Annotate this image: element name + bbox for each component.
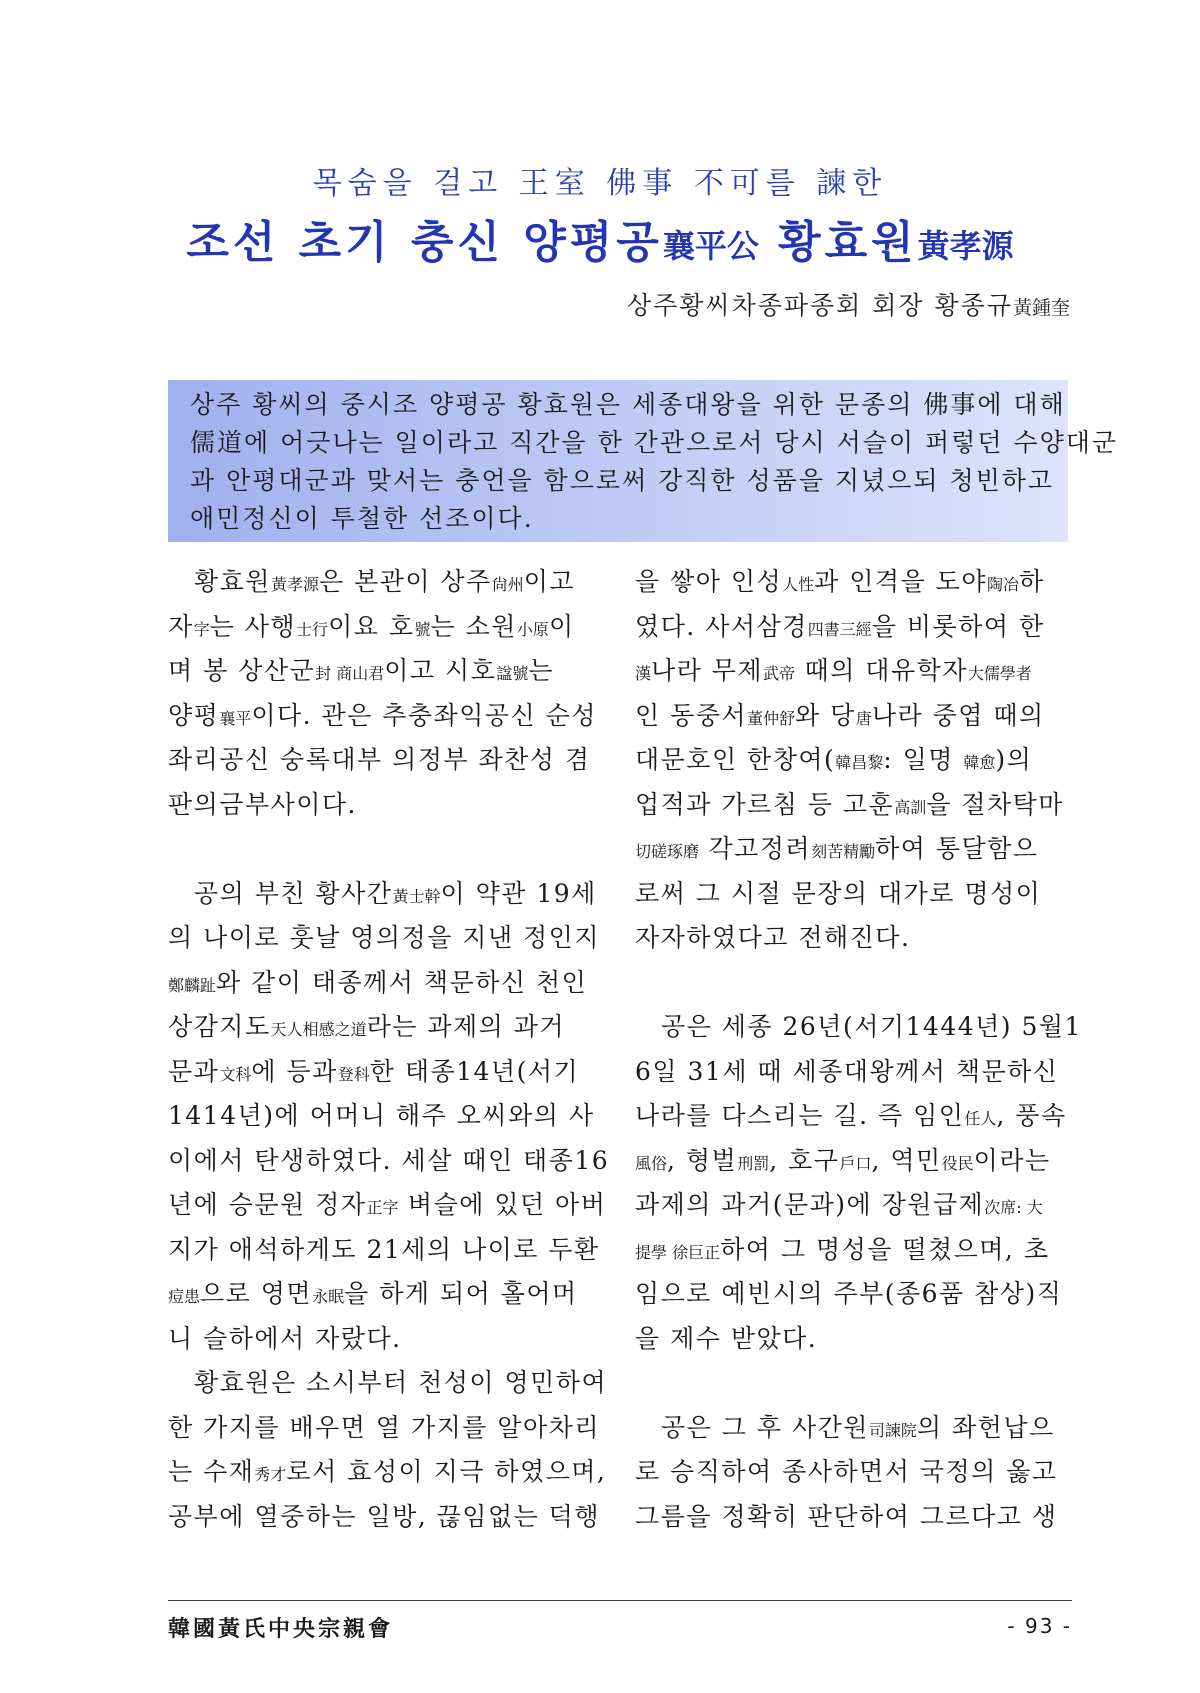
line-text: 이 약관 19세: [440, 878, 597, 908]
line-text: 에 등과: [251, 1056, 338, 1086]
text-line: [635, 1272, 1075, 1317]
text-line: [635, 605, 1075, 650]
line-text: 황효원: [194, 567, 271, 596]
summary-line: 상주 황씨의 중시조 양평공 황효원은 세종대왕을 위한 문종의 佛事에 대해: [190, 390, 1066, 419]
line-text: 6일 31세 때 세종대왕께서 책문하신: [635, 1056, 1059, 1086]
text-line: [635, 783, 1075, 828]
hanja-gloss: 風俗: [635, 1153, 668, 1173]
page-number: - 93 -: [1007, 1614, 1072, 1638]
line-text: 로서 효성이 지극 하였으며,: [286, 1457, 607, 1486]
text-line: [168, 872, 608, 917]
text-line: [168, 961, 608, 1006]
line-text: , 역민: [871, 1145, 942, 1175]
line-text: 의 좌헌납으: [916, 1412, 1055, 1442]
author-hanja: 黃鍾奎: [1012, 297, 1070, 319]
hanja-gloss: 司諫院: [868, 1420, 917, 1440]
text-line: [635, 1317, 1075, 1362]
text-line: [635, 1406, 1075, 1451]
hanja-gloss: 字: [193, 619, 210, 639]
line-text: 과 인격을 도야: [814, 567, 987, 596]
line-text: 는 수재: [168, 1457, 255, 1486]
footer-organization: 韓國黃氏中央宗親會: [168, 1616, 394, 1642]
author-line: [627, 286, 1070, 322]
text-line: [168, 827, 608, 872]
hanja-gloss: 次席: 大: [984, 1198, 1043, 1217]
line-text: 좌리공신 숭록대부 의정부 좌찬성 겸: [168, 745, 591, 774]
text-line: [635, 1139, 1075, 1184]
line-text: 는: [528, 656, 554, 685]
line-text: 이: [548, 611, 575, 641]
line-text: 나라를 다스리는 길. 즉 임인: [635, 1101, 965, 1130]
text-line: [635, 1183, 1075, 1228]
line-text: 와 같이 태종께서 책문하신 천인: [216, 967, 588, 997]
line-text: 년에 승문원 정자: [168, 1190, 367, 1219]
line-text: 라는 과제의 과거: [366, 1012, 566, 1041]
text-line: [168, 1406, 608, 1451]
footer-rule: [168, 1600, 1072, 1601]
text-line: [635, 1495, 1075, 1540]
line-text: : 일명: [883, 745, 964, 774]
line-text: 나라 무제: [651, 656, 764, 685]
line-text: , 호구: [769, 1145, 840, 1175]
line-text: )의: [995, 745, 1033, 774]
line-text: 나라 중엽 때의: [871, 700, 1045, 730]
text-line: [635, 1005, 1082, 1050]
right-column: [635, 560, 1082, 1539]
line-text: 상감지도: [168, 1012, 271, 1041]
text-line: [168, 1495, 608, 1540]
line-text: 공부에 열중하는 일방, 끊임없는 덕행: [168, 1501, 600, 1531]
line-text: 자자하였다고 전해진다.: [635, 923, 911, 952]
line-text: 니 슬하에서 자랐다.: [168, 1323, 402, 1353]
article-title: [0, 206, 1200, 270]
line-text: 은 본관이 상주: [318, 567, 492, 596]
text-line: [168, 916, 608, 961]
line-text: 의 나이로 훗날 영의정을 지낸 정인지: [168, 923, 600, 952]
text-line: [635, 649, 1075, 694]
line-text: 이고: [523, 567, 576, 596]
line-text: 그름을 정확히 판단하여 그르다고 생: [635, 1501, 1058, 1531]
line-text: 이고 시호: [384, 656, 497, 685]
line-text: 공은 그 후 사간원: [661, 1412, 869, 1442]
line-text: 한 가지를 배우면 열 가지를 알아차리: [168, 1412, 600, 1442]
line-text: 인 동중서: [635, 700, 748, 730]
hanja-gloss: 韓愈: [963, 753, 996, 772]
line-text: 이다. 관은 추충좌익공신 순성: [251, 700, 597, 730]
hanja-gloss: 任人: [964, 1109, 997, 1128]
hanja-gloss: 文科: [219, 1064, 252, 1084]
text-line: [635, 961, 1075, 1006]
hanja-gloss: 漢: [635, 664, 652, 683]
author-korean: 상주황씨차종파종회 회장 황종규: [626, 291, 1013, 320]
title-hanja-2: 黃孝源: [917, 227, 1014, 265]
text-line: [168, 1228, 608, 1273]
text-line: [635, 1450, 1075, 1495]
hanja-gloss: 切磋琢磨: [635, 842, 700, 861]
text-line: [635, 560, 1075, 605]
hanja-gloss: 提學 徐巨正: [635, 1242, 721, 1262]
title-hanja-1: 襄平公: [662, 227, 759, 265]
line-text: 는 사행: [209, 611, 297, 641]
hanja-gloss: 永眠: [312, 1287, 345, 1306]
hanja-gloss: 痘患: [168, 1287, 201, 1306]
line-text: 로 승직하여 종사하면서 국정의 옳고: [635, 1457, 1058, 1486]
hanja-gloss: 韓昌黎: [835, 753, 884, 772]
line-text: 문과: [168, 1056, 220, 1086]
line-text: 이라는: [973, 1145, 1051, 1175]
line-text: 으로 영면: [200, 1279, 313, 1308]
hanja-gloss: 諡號: [496, 664, 529, 683]
hanja-gloss: 董仲舒: [747, 708, 796, 728]
line-text: 대문호인 한창여(: [635, 745, 836, 774]
hanja-gloss: 戶口: [839, 1153, 872, 1173]
hanja-gloss: 天人相感之道: [270, 1020, 367, 1039]
hanja-gloss: 高訓: [894, 797, 927, 817]
text-line: [168, 1139, 608, 1184]
hanja-gloss: 刻苦精勵: [811, 842, 876, 861]
hanja-gloss: 號: [414, 619, 431, 639]
text-line: [168, 1050, 608, 1095]
text-line: [635, 1050, 1075, 1095]
hanja-gloss: 尙州: [491, 575, 524, 594]
line-text: 업적과 가르침 등 고훈: [635, 789, 895, 819]
text-line: [635, 694, 1075, 739]
line-text: 이요 호: [328, 611, 415, 641]
line-text: 이에서 탄생하였다. 세살 때인 태종16: [168, 1145, 610, 1175]
line-text: 벼슬에 있던 아버: [398, 1190, 607, 1219]
line-text: 때의 대유학자: [795, 656, 968, 685]
hanja-gloss: 封 商山君: [315, 664, 385, 683]
hanja-gloss: 襄平: [219, 708, 252, 728]
text-line: [168, 560, 608, 605]
text-line: [635, 916, 1075, 961]
line-text: 지가 애석하게도 21세의 나이로 두환: [168, 1234, 600, 1264]
line-text: 양평: [168, 700, 220, 730]
line-text: 공은 세종 26년(서기1444년) 5월1: [661, 1012, 1082, 1041]
hanja-gloss: 士行: [296, 619, 329, 639]
text-line: [635, 1094, 1075, 1139]
text-line: [168, 738, 608, 783]
text-line: [635, 738, 1075, 783]
text-line: [635, 1228, 1075, 1273]
hanja-gloss: 武帝: [763, 664, 796, 683]
hanja-gloss: 陶冶: [986, 575, 1019, 594]
line-text: 과제의 과거(문과)에 장원급제: [635, 1190, 985, 1219]
hanja-gloss: 唐: [855, 708, 872, 728]
hanja-gloss: 黃孝源: [270, 575, 319, 594]
line-text: 였다. 사서삼경: [635, 611, 808, 641]
hanja-gloss: 人性: [782, 575, 815, 594]
line-text: 을 비롯하여 한: [871, 611, 1045, 641]
hanja-gloss: 小原: [516, 619, 549, 639]
text-line: [168, 1005, 608, 1050]
line-text: 며 봉 상산군: [168, 656, 316, 685]
hanja-gloss: 四書三經: [807, 619, 872, 639]
text-line: [168, 649, 608, 694]
hanja-gloss: 刑罰: [737, 1153, 770, 1173]
line-text: 각고정려: [699, 834, 812, 863]
line-text: 자: [168, 611, 194, 641]
line-text: 와 당: [795, 700, 856, 730]
hanja-gloss: 登科: [337, 1064, 370, 1084]
hanja-gloss: 正字: [366, 1198, 399, 1217]
summary-box: [168, 380, 1119, 542]
line-text: 공의 부친 황사간: [194, 878, 393, 908]
summary-line: 과 안평대군과 맞서는 충언을 함으로써 강직한 성품을 지녔으되 청빈하고: [190, 466, 1055, 495]
line-text: 하: [1018, 567, 1045, 596]
line-text: 하여 그 명성을 떨쳤으며, 초: [720, 1234, 1050, 1264]
article-subtitle: 목숨을 걸고 王室 佛事 不可를 諫한: [312, 166, 888, 201]
left-column: [168, 560, 608, 1539]
line-text: 로써 그 시절 문장의 대가로 명성이: [635, 878, 1042, 908]
text-line: [168, 694, 608, 739]
title-name: 황효원: [758, 217, 918, 268]
hanja-gloss: 役民: [941, 1153, 974, 1173]
line-text: 1414년)에 어머니 해주 오씨와의 사: [168, 1101, 595, 1130]
text-line: [635, 1361, 1075, 1406]
text-line: [168, 1317, 608, 1362]
text-line: [635, 827, 1075, 872]
summary-line: 애민정신이 투철한 선조이다.: [190, 504, 534, 533]
text-line: [168, 783, 608, 828]
hanja-gloss: 大儒學者: [967, 664, 1032, 683]
line-text: , 형벌: [667, 1145, 738, 1175]
text-line: [168, 1361, 608, 1406]
text-line: [168, 1094, 608, 1139]
text-line: [168, 1450, 608, 1495]
line-text: 황효원은 소시부터 천성이 영민하여: [194, 1368, 608, 1397]
title-korean: 조선 초기 충신 양평공: [186, 217, 663, 268]
line-text: 을 하게 되어 홀어머: [344, 1279, 578, 1308]
line-text: 판의금부사이다.: [168, 789, 357, 819]
line-text: 임으로 예빈시의 주부(종6품 참상)직: [635, 1279, 1063, 1308]
text-line: [635, 872, 1075, 917]
line-text: 한 태종14년(서기: [369, 1056, 580, 1086]
text-line: [168, 1272, 608, 1317]
line-text: , 풍속: [996, 1101, 1067, 1130]
line-text: 을 쌓아 인성: [635, 567, 783, 596]
text-line: [168, 605, 608, 650]
line-text: 는 소원: [430, 611, 517, 641]
hanja-gloss: 黃士幹: [392, 886, 441, 906]
line-text: 을 제수 받았다.: [635, 1323, 818, 1353]
summary-line: 儒道에 어긋나는 일이라고 직간을 한 간관으로서 당시 서슬이 퍼렇던 수양대군: [190, 428, 1119, 457]
line-text: 하여 통달함으: [875, 834, 1039, 863]
line-text: 을 절차탁마: [926, 789, 1064, 819]
text-line: [168, 1183, 608, 1228]
hanja-gloss: 鄭麟趾: [168, 975, 217, 995]
hanja-gloss: 秀才: [254, 1465, 287, 1484]
